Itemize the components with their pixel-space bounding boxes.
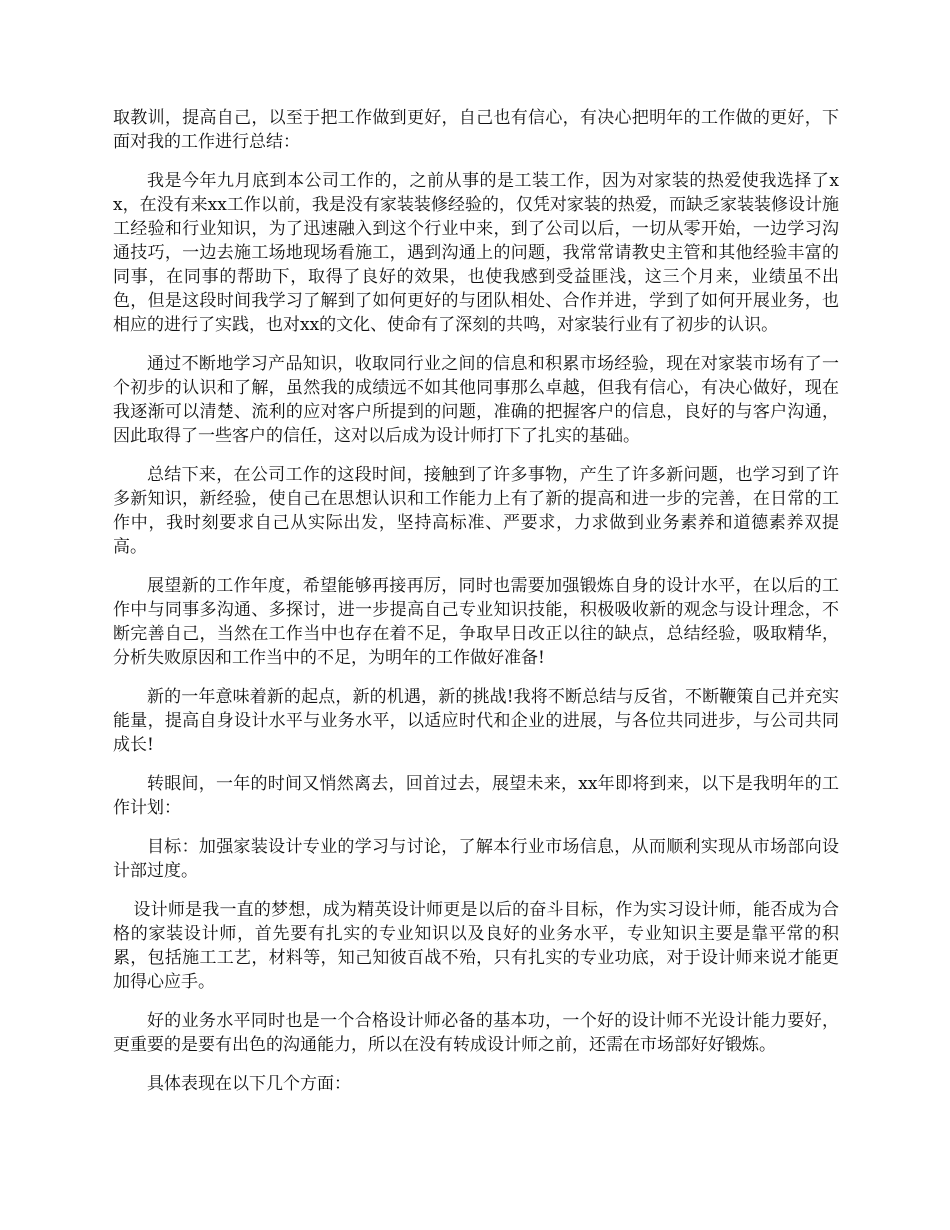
paragraph-11: 具体表现在以下几个方面： [147,1074,351,1094]
paragraph-8: 目标：加强家装设计专业的学习与讨论，了解本行业市场信息，从而顺利实现从市场部向设计部过度。 [113,837,839,881]
paragraph-9: 设计师是我一直的梦想，成为精英设计师更是以后的奋斗目标，作为实习设计师，能否成为合格的家装设计师，首先要有扎实的专业知识以及良好的业务水平，专业知识主要是靠平常的积累，包括施工工艺，材料等，知己知彼百战不殆，只有扎实的专业功底，对于设计师来说才能更加得心应手。 [113,900,839,992]
paragraph-6: 新的一年意味着新的起点，新的机遇，新的挑战!我将不断总结与反省，不断鞭策自己并充实能量，提高自身设计水平与业务水平，以适应时代和企业的进展，与各位共同进步，与公司共同成长! [113,687,839,755]
paragraph-5: 展望新的工作年度，希望能够再接再厉，同时也需要加强锻炼自身的设计水平，在以后的工作中与同事多沟通、多探讨，进一步提高自己专业知识技能，积极吸收新的观念与设计理念，不断完善自己，当然在工作当中也存在着不足，争取早日改正以往的缺点，总结经验，吸取精华，分析失败原因和工作当中的不足，为明年的工作做好准备! [113,576,839,668]
paragraph-4: 总结下来，在公司工作的这段时间，接触到了许多事物，产生了许多新问题，也学习到了许多新知识，新经验，使自己在思想认识和工作能力上有了新的提高和进一步的完善，在日常的工作中，我时刻要求自己从实际出发，坚持高标准、严要求，力求做到业务素养和道德素养双提高。 [113,465,839,557]
paragraph-2: 我是今年九月底到本公司工作的，之前从事的是工装工作，因为对家装的热爱使我选择了xx，在没有来xx工作以前，我是没有家装装修经验的，仅凭对家装的热爱，而缺乏家装装修设计施工经验和行业知识，为了迅速融入到这个行业中来，到了公司以后，一切从零开始，一边学习沟通技巧，一边去施工场地现场看施工，遇到沟通上的问题，我常常请教史主管和其他经验丰富的同事，在同事的帮助下，取得了良好的效果，也使我感到受益匪浅，这三个月来，业绩虽不出色，但是这段时间我学习了解到了如何更好的与团队相处、合作并进，学到了如何开展业务，也相应的进行了实践，也对xx的文化、使命有了深刻的共鸣，对家装行业有了初步的认识。 [113,171,839,335]
paragraph-1: 取教训，提高自己，以至于把工作做到更好，自己也有信心，有决心把明年的工作做的更好，下面对我的工作进行总结： [113,108,839,152]
document-page [113,106,839,1111]
paragraph-10: 好的业务水平同时也是一个合格设计师必备的基本功，一个好的设计师不光设计能力要好，更重要的是要有出色的沟通能力，所以在没有转成设计师之前，还需在市场部好好锻炼。 [113,1011,839,1055]
paragraph-3: 通过不断地学习产品知识，收取同行业之间的信息和积累市场经验，现在对家装市场有了一个初步的认识和了解，虽然我的成绩远不如其他同事那么卓越，但我有信心，有决心做好，现在我逐渐可以清楚、流利的应对客户所提到的问题，准确的把握客户的信息，良好的与客户沟通，因此取得了一些客户的信任，这对以后成为设计师打下了扎实的基础。 [113,354,839,446]
paragraph-7: 转眼间，一年的时间又悄然离去，回首过去，展望未来，xx年即将到来，以下是我明年的工作计划： [113,774,839,818]
